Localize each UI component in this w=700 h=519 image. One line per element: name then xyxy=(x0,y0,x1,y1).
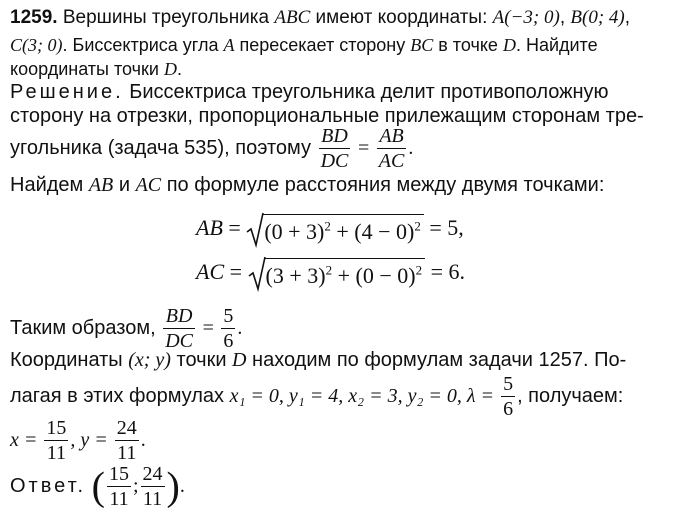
side-ac: AC xyxy=(135,174,162,196)
solution-coords xyxy=(10,348,626,372)
y-label: , y = xyxy=(70,428,113,451)
ratio-num-left: BD xyxy=(319,126,351,149)
side-bc: BC xyxy=(410,35,434,55)
sqrt-symbol-icon xyxy=(246,212,264,248)
point-d: D xyxy=(502,35,516,55)
problem-number: 1259. xyxy=(10,7,58,28)
solution-line-1 xyxy=(10,80,609,104)
coords-xy: (x; y) xyxy=(128,349,171,371)
thus-den: DC xyxy=(165,330,193,352)
point-a: A(−3; 0) xyxy=(492,7,560,28)
formula-ab: AB = $(0 + 3)^2 + (4 - 0)^2 = 5$, xyxy=(196,212,464,248)
problem-line-2 xyxy=(10,33,598,57)
angle-a: A xyxy=(223,35,235,55)
x-value xyxy=(44,418,68,463)
lambda-num: 5 xyxy=(503,373,514,395)
solution-text-2: сторону на отрезки, пропорциональные прилежащим сторонам тре- xyxy=(10,105,644,127)
solution-answer: Ответ. ( $\frac{15}{11}$ ; $\frac{24}{11}$ ). xyxy=(10,463,185,510)
y-den: 11 xyxy=(117,442,137,464)
xy-end: . xyxy=(140,428,146,451)
answer-x xyxy=(107,464,131,509)
lambda-value xyxy=(501,374,515,419)
params-text-end: , получаем: xyxy=(517,384,624,407)
side-ab: AB xyxy=(88,174,114,196)
solution-text-4c: по формуле расстояния между двумя точками: xyxy=(161,174,605,196)
radicand-ab: $(0 + 3)^2 + (4 - 0)^2$ xyxy=(262,214,424,247)
ans-y-num: 24 xyxy=(142,463,163,485)
point-d-2: D xyxy=(163,59,177,79)
ratio-den-left: DC xyxy=(320,150,349,172)
ans-y-den: 11 xyxy=(142,488,163,510)
solution-params xyxy=(10,374,623,419)
formula-ac-result: = 6. xyxy=(430,259,465,285)
radicand-ac: $(3 + 3)^2 + (0 - 0)^2$ xyxy=(264,258,426,291)
formula-ab-result: = 5, xyxy=(429,215,464,241)
coords-text-b: точки xyxy=(170,349,233,371)
problem-text: Вершины треугольника xyxy=(62,7,275,28)
thus-text: Таким образом, xyxy=(10,316,162,339)
problem-text-4: в точке xyxy=(433,35,503,55)
thus-ratio xyxy=(163,306,195,351)
triangle-name: ABC xyxy=(274,7,311,28)
solution-label: Решение. xyxy=(10,81,124,103)
x-label: x = xyxy=(10,428,43,451)
ans-x-num: 15 xyxy=(108,463,129,485)
coords-text-a: Координаты xyxy=(10,349,129,371)
x-den: 11 xyxy=(46,442,66,464)
params-text-a: лагая в этих формулах xyxy=(10,384,230,407)
point-b: B(0; 4) xyxy=(570,7,625,28)
ratio-num-right: AB xyxy=(377,126,407,149)
y-value xyxy=(115,418,139,463)
y-num: 24 xyxy=(116,417,137,439)
radicand-ab-1: (0 + 3) xyxy=(264,218,325,244)
solution-xy xyxy=(10,418,146,463)
thus-val-den: 6 xyxy=(223,330,234,352)
radicand-ac-2: + (0 − 0) xyxy=(337,262,416,288)
lambda-den: 6 xyxy=(503,398,514,420)
solution-line-3: угольника (задача 535), поэтому $\frac{BD}{DC}$ = $\frac{AB}{AC}$ . xyxy=(10,125,414,172)
point-c: C(3; 0) xyxy=(10,35,63,55)
problem-line-1: 1259. Вершины треугольника ABC имеют координаты: A(−3; 0), B(0; 4), xyxy=(10,7,631,28)
solution-thus: Таким образом, $\frac{BD}{DC}$ = $\frac{5}{6}$ . xyxy=(10,305,243,352)
problem-text-3: пересекает сторону xyxy=(234,35,411,55)
problem-text-2: . Биссектриса угла xyxy=(62,35,224,55)
problem-line-3 xyxy=(10,57,182,81)
params-values: x₁ = 0, y₁ = 4, x₂ = 3, y₂ = 0, λ = xyxy=(229,384,500,407)
ratio-bd-dc xyxy=(319,126,351,171)
formula-ac: AC = $(3 + 3)^2 + (0 - 0)^2 = 6$. xyxy=(196,256,465,292)
problem-text-5: . Найдите xyxy=(515,35,598,55)
problem-text-rest: имеют координаты: xyxy=(310,7,493,28)
thus-value xyxy=(221,306,235,351)
problem-text-7: . xyxy=(176,59,182,79)
formula-ac-left: AC xyxy=(196,259,225,285)
ratio-den-right: AC xyxy=(378,150,405,172)
ratio-ab-ac xyxy=(377,126,407,171)
answer-label: Ответ. xyxy=(10,474,87,497)
coords-text-c: находим по формулам задачи 1257. По- xyxy=(246,349,627,371)
radicand-ac-1: (3 + 3) xyxy=(265,262,326,288)
sqrt-symbol-icon xyxy=(248,256,266,292)
thus-num: BD xyxy=(163,306,195,329)
radicand-ab-2: + (4 − 0) xyxy=(336,218,415,244)
solution-text-4b: и xyxy=(113,174,136,196)
problem-text-6: координаты точки xyxy=(10,59,164,79)
solution-text-1: Биссектриса треугольника делит противоположную xyxy=(123,81,609,103)
formula-ab-left: AB xyxy=(196,215,223,241)
coords-d: D xyxy=(232,349,247,371)
answer-y xyxy=(141,464,165,509)
ans-x-den: 11 xyxy=(109,488,129,510)
thus-val-num: 5 xyxy=(223,305,234,327)
solution-text-4a: Найдем xyxy=(10,174,89,196)
solution-line-4 xyxy=(10,173,604,197)
x-num: 15 xyxy=(46,417,67,439)
solution-text-3: угольника (задача 535), поэтому xyxy=(10,136,317,159)
